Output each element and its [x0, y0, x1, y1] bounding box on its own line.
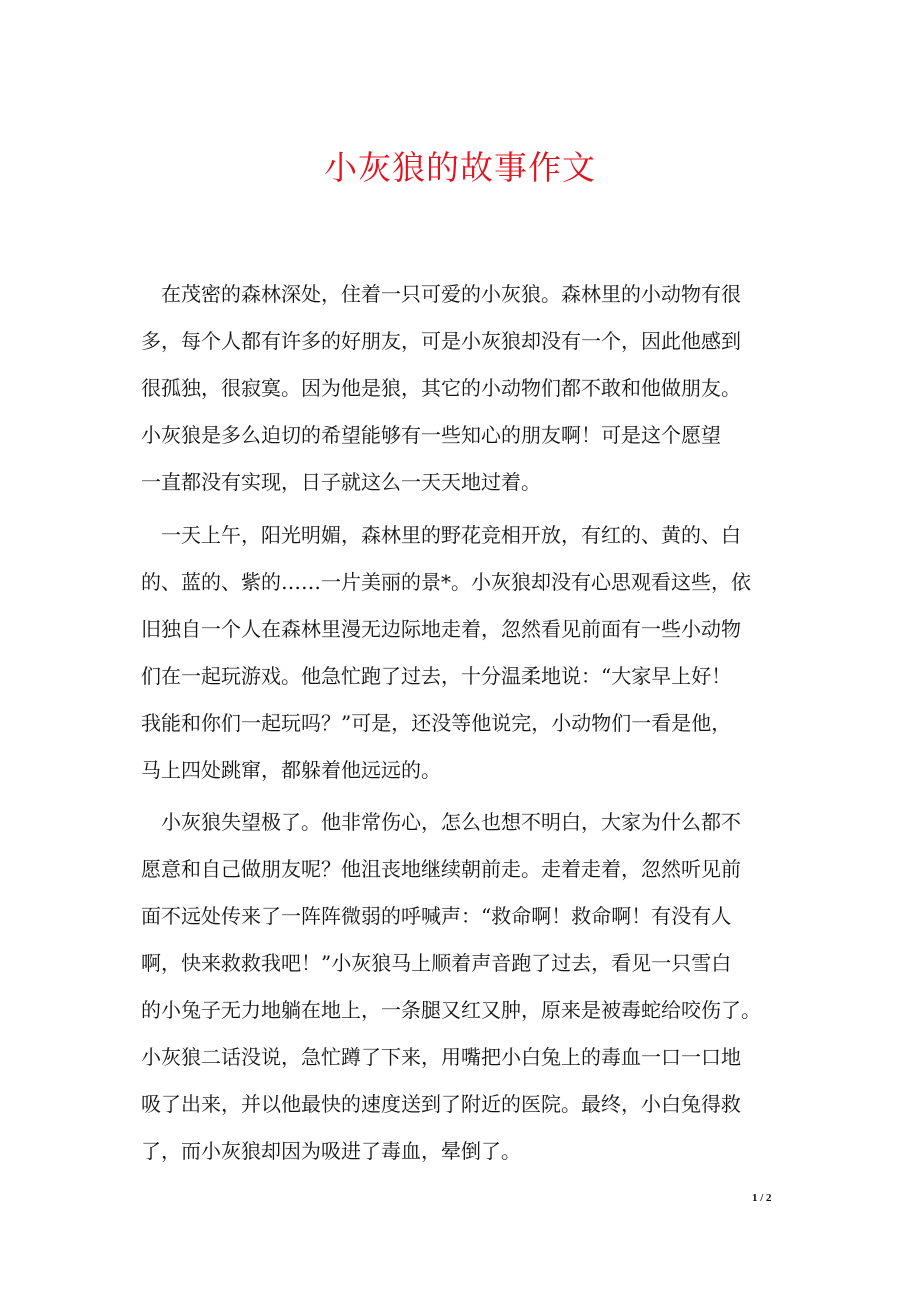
paragraph-line: 一直都没有实现，日子就这么一天天地过着。: [141, 470, 541, 494]
paragraph-line: 马上四处跳窜，都躲着他远远的。: [141, 758, 441, 782]
paragraph-line: 了，而小灰狼却因为吸进了毒血，晕倒了。: [141, 1139, 521, 1163]
page-number: 1 / 2: [752, 1192, 772, 1204]
paragraph-line: 很孤独，很寂寞。因为他是狼，其它的小动物们都不敢和他做朋友。: [141, 376, 741, 400]
paragraph-line: 愿意和自己做朋友呢？他沮丧地继续朝前走。走着走着，忽然听见前: [141, 857, 741, 881]
paragraph-line: 多，每个人都有许多的好朋友，可是小灰狼却没有一个，因此他感到: [141, 329, 741, 353]
paragraph-line: 我能和你们一起玩吗？”可是，还没等他说完，小动物们一看是他，: [141, 711, 732, 735]
paragraph-line: 们在一起玩游戏。他急忙跑了过去，十分温柔地说：“大家早上好！: [141, 664, 732, 688]
paragraph-line: 旧独自一个人在森林里漫无边际地走着，忽然看见前面有一些小动物: [141, 617, 741, 641]
paragraph-line: 小灰狼失望极了。他非常伤心，怎么也想不明白，大家为什么都不: [161, 810, 741, 834]
paragraph-line: 面不远处传来了一阵阵微弱的呼喊声：“救命啊！救命啊！有没有人: [141, 904, 732, 928]
paragraph-line: 小灰狼是多么迫切的希望能够有一些知心的朋友啊！可是这个愿望: [141, 423, 721, 447]
page-title: 小灰狼的故事作文: [324, 148, 596, 187]
paragraph-line: 啊，快来救救我吧！”小灰狼马上顺着声音跑了过去，看见一只雪白: [141, 951, 732, 975]
paragraph-line: 一天上午，阳光明媚，森林里的野花竞相开放，有红的、黄的、白: [161, 523, 741, 547]
paragraph-line: 在茂密的森林深处，住着一只可爱的小灰狼。森林里的小动物有很: [161, 282, 741, 306]
paragraph-line: 吸了出来，并以他最快的速度送到了附近的医院。最终，小白兔得救: [141, 1092, 741, 1116]
paragraph-line: 的、蓝的、紫的……一片美丽的景*。小灰狼却没有心思观看这些，依: [141, 570, 751, 594]
paragraph-line: 小灰狼二话没说，急忙蹲了下来，用嘴把小白兔上的毒血一口一口地: [141, 1045, 741, 1069]
paragraph-line: 的小兔子无力地躺在地上，一条腿又红又肿，原来是被毒蛇给咬伤了。: [141, 998, 761, 1022]
